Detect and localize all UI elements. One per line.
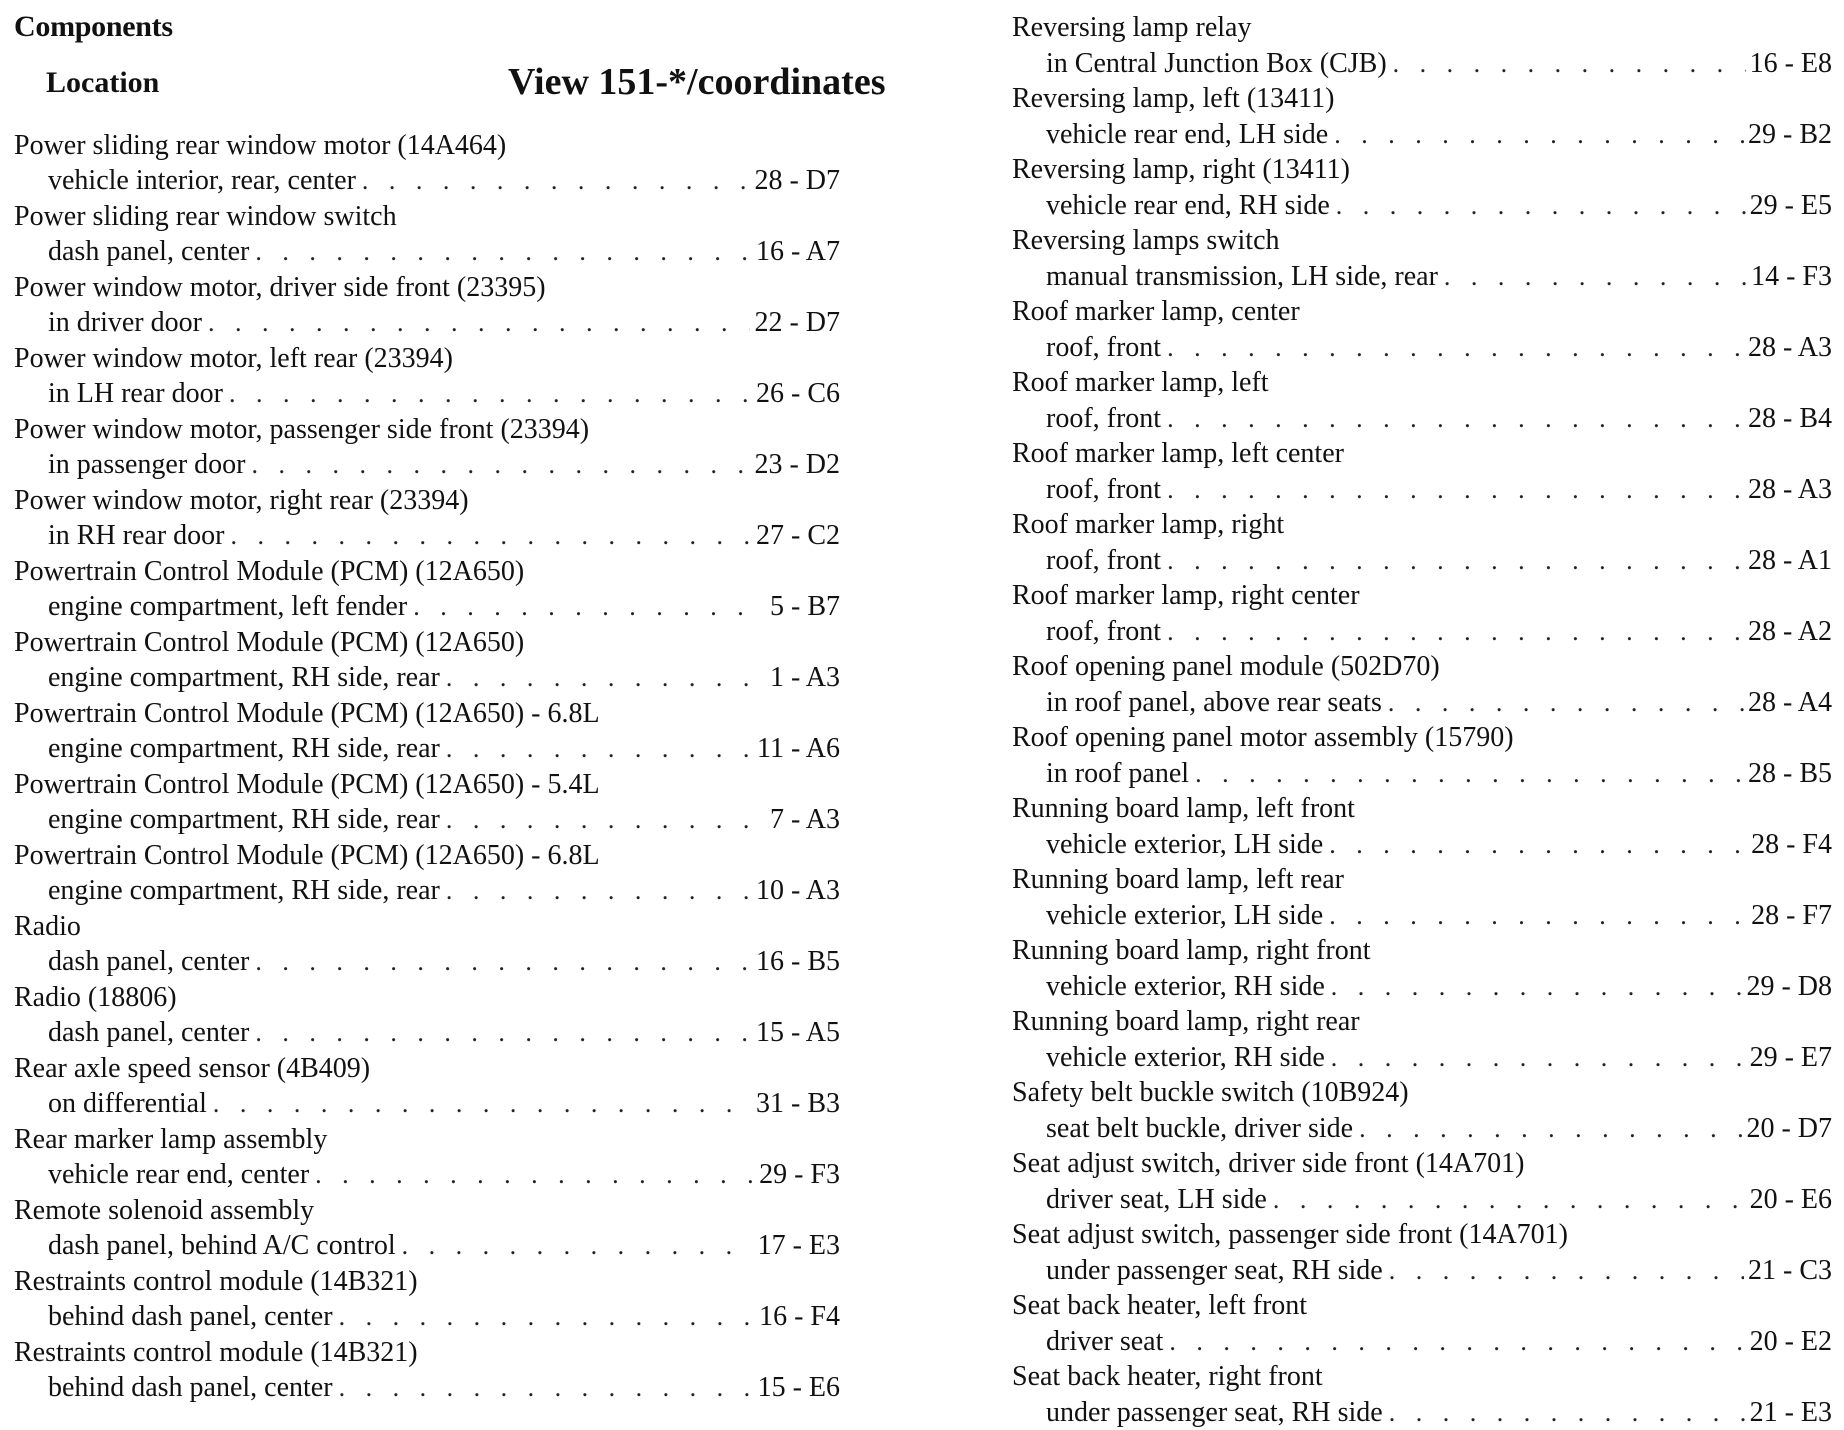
component-location: driver seat (1046, 1326, 1164, 1357)
component-entry (1012, 1146, 1832, 1217)
component-entry (1012, 933, 1832, 1004)
dot-leader (252, 447, 751, 482)
dot-leader (339, 1299, 756, 1334)
dot-leader (229, 376, 752, 411)
component-name: Seat adjust switch, passenger side front (14A701) (1012, 1219, 1568, 1250)
component-entry (14, 1051, 840, 1122)
view-coordinate: 7 - A3 (770, 804, 840, 835)
component-entry (14, 128, 840, 199)
component-location: engine compartment, RH side, rear (48, 662, 440, 693)
component-location: behind dash panel, center (48, 1301, 333, 1332)
view-coordinate: 17 - E3 (757, 1230, 840, 1261)
component-entry (1012, 365, 1832, 436)
dot-leader (1444, 259, 1747, 294)
view-coordinate: 28 - A3 (1748, 474, 1832, 505)
component-entry (14, 625, 840, 696)
view-coordinate: 23 - D2 (754, 449, 840, 480)
view-coordinate: 28 - B4 (1748, 403, 1832, 434)
dot-leader (362, 163, 751, 198)
component-entry (14, 483, 840, 554)
component-location: dash panel, center (48, 946, 250, 977)
component-location: in LH rear door (48, 378, 223, 409)
dot-leader (413, 589, 766, 624)
component-detail-row (1012, 756, 1832, 791)
component-name: Power window motor, left rear (23394) (14, 343, 453, 374)
component-entry (1012, 507, 1832, 578)
view-coordinate: 29 - E7 (1749, 1042, 1832, 1073)
component-entry (1012, 649, 1832, 720)
dot-leader (255, 234, 752, 269)
view-coordinate: 31 - B3 (756, 1088, 840, 1119)
component-name: Powertrain Control Module (PCM) (12A650) (14, 627, 525, 658)
view-coordinate: 21 - E3 (1749, 1397, 1832, 1428)
dot-leader (446, 873, 752, 908)
component-detail-row (1012, 1040, 1832, 1075)
component-name: Reversing lamp, left (13411) (1012, 83, 1335, 114)
component-detail-row (1012, 543, 1832, 578)
component-location: in RH rear door (48, 520, 225, 551)
component-detail-row (1012, 1253, 1832, 1288)
component-entry (14, 767, 840, 838)
component-detail-row (1012, 614, 1832, 649)
component-entry (14, 1193, 840, 1264)
component-location: roof, front (1046, 403, 1162, 434)
view-coordinate: 28 - A3 (1748, 332, 1832, 363)
component-entry (1012, 1288, 1832, 1359)
view-coordinate: 28 - F4 (1751, 829, 1832, 860)
component-name: Running board lamp, right front (1012, 935, 1371, 966)
dot-leader (1329, 898, 1747, 933)
view-coordinate: 28 - B5 (1748, 758, 1832, 789)
view-coordinate: 21 - C3 (1748, 1255, 1832, 1286)
component-name: Running board lamp, right rear (1012, 1006, 1360, 1037)
component-location: dash panel, center (48, 236, 250, 267)
component-detail-row (14, 234, 840, 270)
component-entry (14, 1264, 840, 1335)
component-entry (1012, 294, 1832, 365)
component-location: in driver door (48, 307, 202, 338)
component-entry (1012, 578, 1832, 649)
component-detail-row (14, 305, 840, 341)
dot-leader (1393, 46, 1746, 81)
component-entry (14, 1335, 840, 1406)
component-location: under passenger seat, RH side (1046, 1397, 1383, 1428)
dot-leader (1167, 614, 1744, 649)
component-name: Reversing lamp, right (13411) (1012, 154, 1351, 185)
dot-leader (1334, 117, 1744, 152)
component-location: vehicle exterior, LH side (1046, 900, 1324, 931)
view-coordinate: 29 - F3 (759, 1159, 840, 1190)
component-detail-row (14, 1228, 840, 1264)
component-name: Powertrain Control Module (PCM) (12A650) - 6.8L (14, 840, 600, 871)
dot-leader (446, 802, 766, 837)
component-detail-row (14, 447, 840, 483)
dot-leader (1167, 543, 1744, 578)
component-location: vehicle rear end, LH side (1046, 119, 1329, 150)
component-name: Seat back heater, right front (1012, 1361, 1323, 1392)
component-entry (14, 1122, 840, 1193)
dot-leader (446, 660, 766, 695)
dot-leader (1359, 1111, 1742, 1146)
component-entry (1012, 223, 1832, 294)
component-detail-row (1012, 1395, 1832, 1430)
component-name: Running board lamp, left front (1012, 793, 1355, 824)
component-name: Power sliding rear window switch (14, 201, 397, 232)
component-location: roof, front (1046, 332, 1162, 363)
dot-leader (1167, 330, 1744, 365)
component-detail-row (1012, 330, 1832, 365)
component-location: under passenger seat, RH side (1046, 1255, 1383, 1286)
component-entry (14, 909, 840, 980)
component-location: dash panel, behind A/C control (48, 1230, 396, 1261)
component-name: Radio (18806) (14, 982, 177, 1013)
component-detail-row (14, 589, 840, 625)
component-location: engine compartment, RH side, rear (48, 804, 440, 835)
component-location: manual transmission, LH side, rear (1046, 261, 1438, 292)
dot-leader (339, 1370, 754, 1405)
component-detail-row (14, 873, 840, 909)
component-name: Roof marker lamp, center (1012, 296, 1300, 327)
component-name: Restraints control module (14B321) (14, 1266, 418, 1297)
component-location: engine compartment, RH side, rear (48, 733, 440, 764)
component-detail-row (14, 1299, 840, 1335)
component-name: Rear axle speed sensor (4B409) (14, 1053, 371, 1084)
component-entry (1012, 436, 1832, 507)
component-detail-row (14, 944, 840, 980)
dot-leader (1169, 1324, 1745, 1359)
component-location: vehicle rear end, RH side (1046, 190, 1330, 221)
view-coordinate: 26 - C6 (756, 378, 840, 409)
view-coordinate: 20 - E2 (1749, 1326, 1832, 1357)
component-detail-row (1012, 117, 1832, 152)
component-entry (1012, 152, 1832, 223)
component-location: behind dash panel, center (48, 1372, 333, 1403)
component-detail-row (1012, 46, 1832, 81)
component-name: Radio (14, 911, 81, 942)
component-name: Roof opening panel module (502D70) (1012, 651, 1440, 682)
component-entry (1012, 10, 1832, 81)
component-name: Roof marker lamp, right (1012, 509, 1285, 540)
component-name: Roof marker lamp, left center (1012, 438, 1344, 469)
component-entry (14, 270, 840, 341)
component-location: in roof panel, above rear seats (1046, 687, 1382, 718)
component-location: vehicle exterior, RH side (1046, 971, 1325, 1002)
view-coordinate: 20 - D7 (1746, 1113, 1832, 1144)
dot-leader (231, 518, 752, 553)
component-name: Power window motor, passenger side front (23394) (14, 414, 590, 445)
view-coordinate: 27 - C2 (756, 520, 840, 551)
component-name: Powertrain Control Module (PCM) (12A650) - 6.8L (14, 698, 600, 729)
component-detail-row (14, 1015, 840, 1051)
view-coordinate: 11 - A6 (757, 733, 840, 764)
view-coordinate: 29 - B2 (1748, 119, 1832, 150)
component-name: Power sliding rear window motor (14A464) (14, 130, 507, 161)
right-column (1012, 10, 1832, 1430)
component-location: vehicle interior, rear, center (48, 165, 356, 196)
component-name: Remote solenoid assembly (14, 1195, 315, 1226)
view-coordinate: 16 - E8 (1749, 48, 1832, 79)
left-column (14, 128, 840, 1406)
component-detail-row (14, 518, 840, 554)
component-entry (1012, 81, 1832, 152)
component-name: Running board lamp, left rear (1012, 864, 1345, 895)
component-entry (14, 696, 840, 767)
component-entry (1012, 720, 1832, 791)
component-detail-row (14, 731, 840, 767)
component-detail-row (1012, 1111, 1832, 1146)
component-entry (14, 199, 840, 270)
dot-leader (1167, 472, 1744, 507)
view-coordinate: 29 - D8 (1746, 971, 1832, 1002)
dot-leader (1389, 1253, 1744, 1288)
component-detail-row (14, 1086, 840, 1122)
dot-leader (255, 944, 752, 979)
view-coordinate: 15 - A5 (756, 1017, 840, 1048)
component-entry (14, 341, 840, 412)
component-entry (1012, 791, 1832, 862)
dot-leader (208, 305, 750, 340)
component-entry (1012, 1217, 1832, 1288)
view-coordinate: 20 - E6 (1749, 1184, 1832, 1215)
component-location: roof, front (1046, 474, 1162, 505)
dot-leader (1329, 827, 1747, 862)
component-name: Safety belt buckle switch (10B924) (1012, 1077, 1409, 1108)
view-coordinate: 16 - F4 (759, 1301, 840, 1332)
component-detail-row (1012, 472, 1832, 507)
component-location: dash panel, center (48, 1017, 250, 1048)
component-location: vehicle rear end, center (48, 1159, 310, 1190)
component-entry (1012, 1359, 1832, 1430)
component-detail-row (1012, 188, 1832, 223)
page-title: Components (14, 10, 173, 43)
dot-leader (1389, 1395, 1746, 1430)
dot-leader (402, 1228, 754, 1263)
component-entry (14, 412, 840, 483)
component-location: roof, front (1046, 616, 1162, 647)
component-location: on differential (48, 1088, 207, 1119)
dot-leader (1336, 188, 1746, 223)
component-detail-row (1012, 969, 1832, 1004)
component-location: in Central Junction Box (CJB) (1046, 48, 1387, 79)
component-detail-row (1012, 1324, 1832, 1359)
component-name: Rear marker lamp assembly (14, 1124, 328, 1155)
component-entry (1012, 862, 1832, 933)
dot-leader (446, 731, 753, 766)
dot-leader (315, 1157, 755, 1192)
view-coordinate: 15 - E6 (757, 1372, 840, 1403)
dot-leader (1388, 685, 1744, 720)
component-name: Roof marker lamp, right center (1012, 580, 1360, 611)
component-location: engine compartment, left fender (48, 591, 408, 622)
component-location: roof, front (1046, 545, 1162, 576)
component-location: in roof panel (1046, 758, 1190, 789)
view-coordinate: 1 - A3 (770, 662, 840, 693)
component-entry (14, 838, 840, 909)
component-detail-row (1012, 401, 1832, 436)
view-coordinate: 29 - E5 (1749, 190, 1832, 221)
view-coordinate: 14 - F3 (1751, 261, 1832, 292)
component-name: Reversing lamps switch (1012, 225, 1280, 256)
component-detail-row (1012, 685, 1832, 720)
view-coordinate: 5 - B7 (770, 591, 840, 622)
component-entry (14, 980, 840, 1051)
view-coordinate: 22 - D7 (754, 307, 840, 338)
component-name: Reversing lamp relay (1012, 12, 1252, 43)
dot-leader (1167, 401, 1744, 436)
component-location: vehicle exterior, RH side (1046, 1042, 1325, 1073)
dot-leader (1331, 969, 1743, 1004)
component-name: Seat adjust switch, driver side front (14A701) (1012, 1148, 1525, 1179)
component-name: Powertrain Control Module (PCM) (12A650) - 5.4L (14, 769, 600, 800)
component-location: in passenger door (48, 449, 246, 480)
component-detail-row (14, 376, 840, 412)
view-coordinate: 16 - B5 (756, 946, 840, 977)
dot-leader (213, 1086, 752, 1121)
component-detail-row (1012, 827, 1832, 862)
component-entry (1012, 1075, 1832, 1146)
component-detail-row (14, 163, 840, 199)
component-location: engine compartment, RH side, rear (48, 875, 440, 906)
component-location: vehicle exterior, LH side (1046, 829, 1324, 860)
view-coordinate: 28 - A2 (1748, 616, 1832, 647)
component-detail-row (14, 1370, 840, 1406)
view-coordinate: 28 - F7 (1751, 900, 1832, 931)
location-column-header: Location (46, 66, 160, 99)
component-detail-row (1012, 898, 1832, 933)
view-coordinate: 10 - A3 (756, 875, 840, 906)
view-coordinate: 28 - A4 (1748, 687, 1832, 718)
component-entry (14, 554, 840, 625)
component-location: driver seat, LH side (1046, 1184, 1267, 1215)
component-detail-row (14, 802, 840, 838)
component-location: seat belt buckle, driver side (1046, 1113, 1354, 1144)
component-detail-row (1012, 259, 1832, 294)
component-name: Seat back heater, left front (1012, 1290, 1308, 1321)
component-name: Roof marker lamp, left (1012, 367, 1269, 398)
view-coordinate: 28 - A1 (1748, 545, 1832, 576)
component-name: Power window motor, right rear (23394) (14, 485, 469, 516)
component-detail-row (14, 1157, 840, 1193)
view-column-header: View 151-*/coordinates (508, 61, 886, 103)
component-detail-row (1012, 1182, 1832, 1217)
dot-leader (1331, 1040, 1746, 1075)
view-coordinate: 28 - D7 (754, 165, 840, 196)
dot-leader (1273, 1182, 1746, 1217)
component-name: Powertrain Control Module (PCM) (12A650) (14, 556, 525, 587)
dot-leader (255, 1015, 752, 1050)
view-coordinate: 16 - A7 (756, 236, 840, 267)
dot-leader (1195, 756, 1744, 791)
component-name: Power window motor, driver side front (23395) (14, 272, 546, 303)
component-entry (1012, 1004, 1832, 1075)
component-name: Restraints control module (14B321) (14, 1337, 418, 1368)
component-name: Roof opening panel motor assembly (15790) (1012, 722, 1514, 753)
component-detail-row (14, 660, 840, 696)
